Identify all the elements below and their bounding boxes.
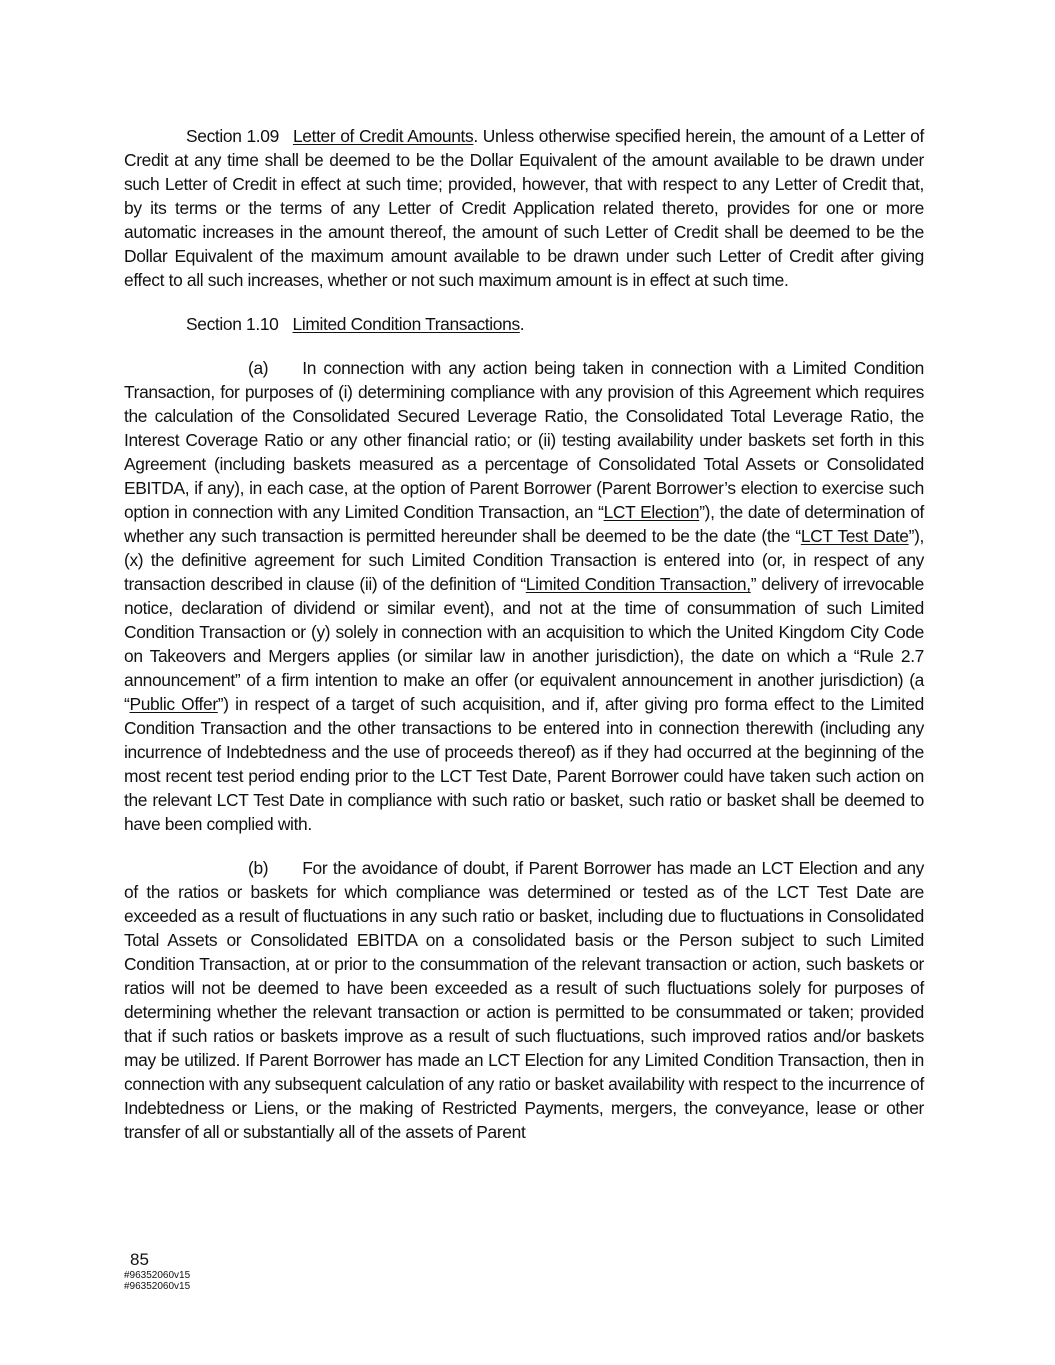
section-1-09-number: Section 1.09 [186,126,279,146]
clause-a-text-3: ”), (x) the definitive agreement for such Limited Condition Transaction is entered into (or, in respect of any transaction described in clause (ii) of the definition of “ [124,526,924,594]
clause-a-text-5: ”) in respect of a target of such acquisition, and if, after giving [217,694,695,714]
clause-a-text-4: ” delivery of irrevocable notice, declaration of dividend or similar event), and not at the time of consummation of such Limited Condition Transaction or (y) solely in connection with an acquisition to which the United Kingdom City Code on Takeovers and Mergers applies (or similar law in another jurisdiction), the date on which a “Rule 2.7 announcement” of a firm intention to make an offer (or equivalent announcement in another jurisdiction) (a “ [124,574,924,714]
page-footer [124,1250,190,1292]
defined-term-limited-condition-transaction: Limited Condition Transaction, [525,574,751,594]
section-1-10-clause-b [124,856,924,1144]
document-page [124,124,924,1164]
clause-a-marker: (a) [248,358,269,378]
defined-term-public-offer: Public Offer [129,694,218,714]
section-1-09-title: Letter of Credit Amounts [292,126,474,146]
section-1-09-paragraph [124,124,924,292]
clause-a-text-2: ”), the date of determination of whether any such transaction is permitted hereunder shall be deemed to be the date (the “ [124,502,925,546]
latin-term-pro-forma: pro forma [694,694,768,714]
clause-a-text-6: effect to the Limited Condition Transaction and the other transactions to be entered into in connection therewith (including any incurrence of Indebtedness and the use of proceeds thereof) as if they had occurred at the beginning of the most recent test period ending prior to the LCT Test Date, Parent Borrower could have taken such action on the relevant LCT Test Date in compliance with such ratio or basket, such ratio or basket shall be deemed to have been complied with. [124,694,924,834]
section-1-10-title-end: . [519,314,525,334]
clause-b-marker: (b) [248,858,269,878]
section-1-10-heading [124,312,924,336]
section-1-10-number: Section 1.10 [186,314,279,334]
defined-term-lct-test-date: LCT Test Date [800,526,909,546]
section-1-09-body: . Unless otherwise specified herein, the amount of a Letter of Credit at any time shall be deemed to be the Dollar Equivalent of the amount available to be drawn under such Letter of Credit in effect at such time; provided, however, that with respect to any Letter of Credit that, by its terms or the terms of any Letter of Credit Application related thereto, provides for one or more automatic increases in the amount thereof, the amount of such Letter of Credit shall be deemed to be the Dollar Equivalent of the maximum amount available to be drawn under such Letter of Credit after giving effect to all such increases, whether or not such maximum amount is in effect at such time. [124,126,924,290]
section-1-10-clause-a [124,356,924,836]
section-1-10-title: Limited Condition Transactions [292,314,520,334]
defined-term-lct-election: LCT Election [603,502,700,522]
document-id-1: #96352060v15 [124,1270,191,1281]
page-number: 85 [130,1250,149,1269]
clause-a-text-1: In connection with any action being taken in connection with a Limited Condition Transaction, for purposes of (i) determining compliance with any provision of this Agreement which requires the calculation of the Consolidated Secured Leverage Ratio, the Consolidated Total Leverage Ratio, the Interest Coverage Ratio or any other financial ratio; or (ii) testing availability under baskets set forth in this Agreement (including baskets measured as a percentage of Consolidated Total Assets or Consolidated EBITDA, if any), in each case, at the option of Parent Borrower (Parent Borrower’s election to exercise such option in connection with any Limited Condition Transaction, an “ [124,358,924,522]
document-id-2: #96352060v15 [124,1281,191,1292]
clause-b-text: For the avoidance of doubt, if Parent Borrower has made an LCT Election and any of the ratios or baskets for which compliance was determined or tested as of the LCT Test Date are exceeded as a result of fluctuations in any such ratio or basket, including due to fluctuations in Consolidated Total Assets or Consolidated EBITDA on a consolidated basis or the Person subject to such Limited Condition Transaction, at or prior to the consummation of the relevant transaction or action, such baskets or ratios will not be deemed to have been exceeded as a result of such fluctuations solely for purposes of determining whether the relevant transaction or action is permitted to be consummated or taken; provided that if such ratios or baskets improve as a result of such fluctuations, such improved ratios and/or baskets may be utilized. If Parent Borrower has made an LCT Election for any Limited Condition Transaction, then in connection with any subsequent calculation of any ratio or basket availability with respect to the incurrence of Indebtedness or Liens, or the making of Restricted Payments, mergers, the conveyance, lease or other transfer of all or substantially all of the assets of Parent [124,858,924,1142]
